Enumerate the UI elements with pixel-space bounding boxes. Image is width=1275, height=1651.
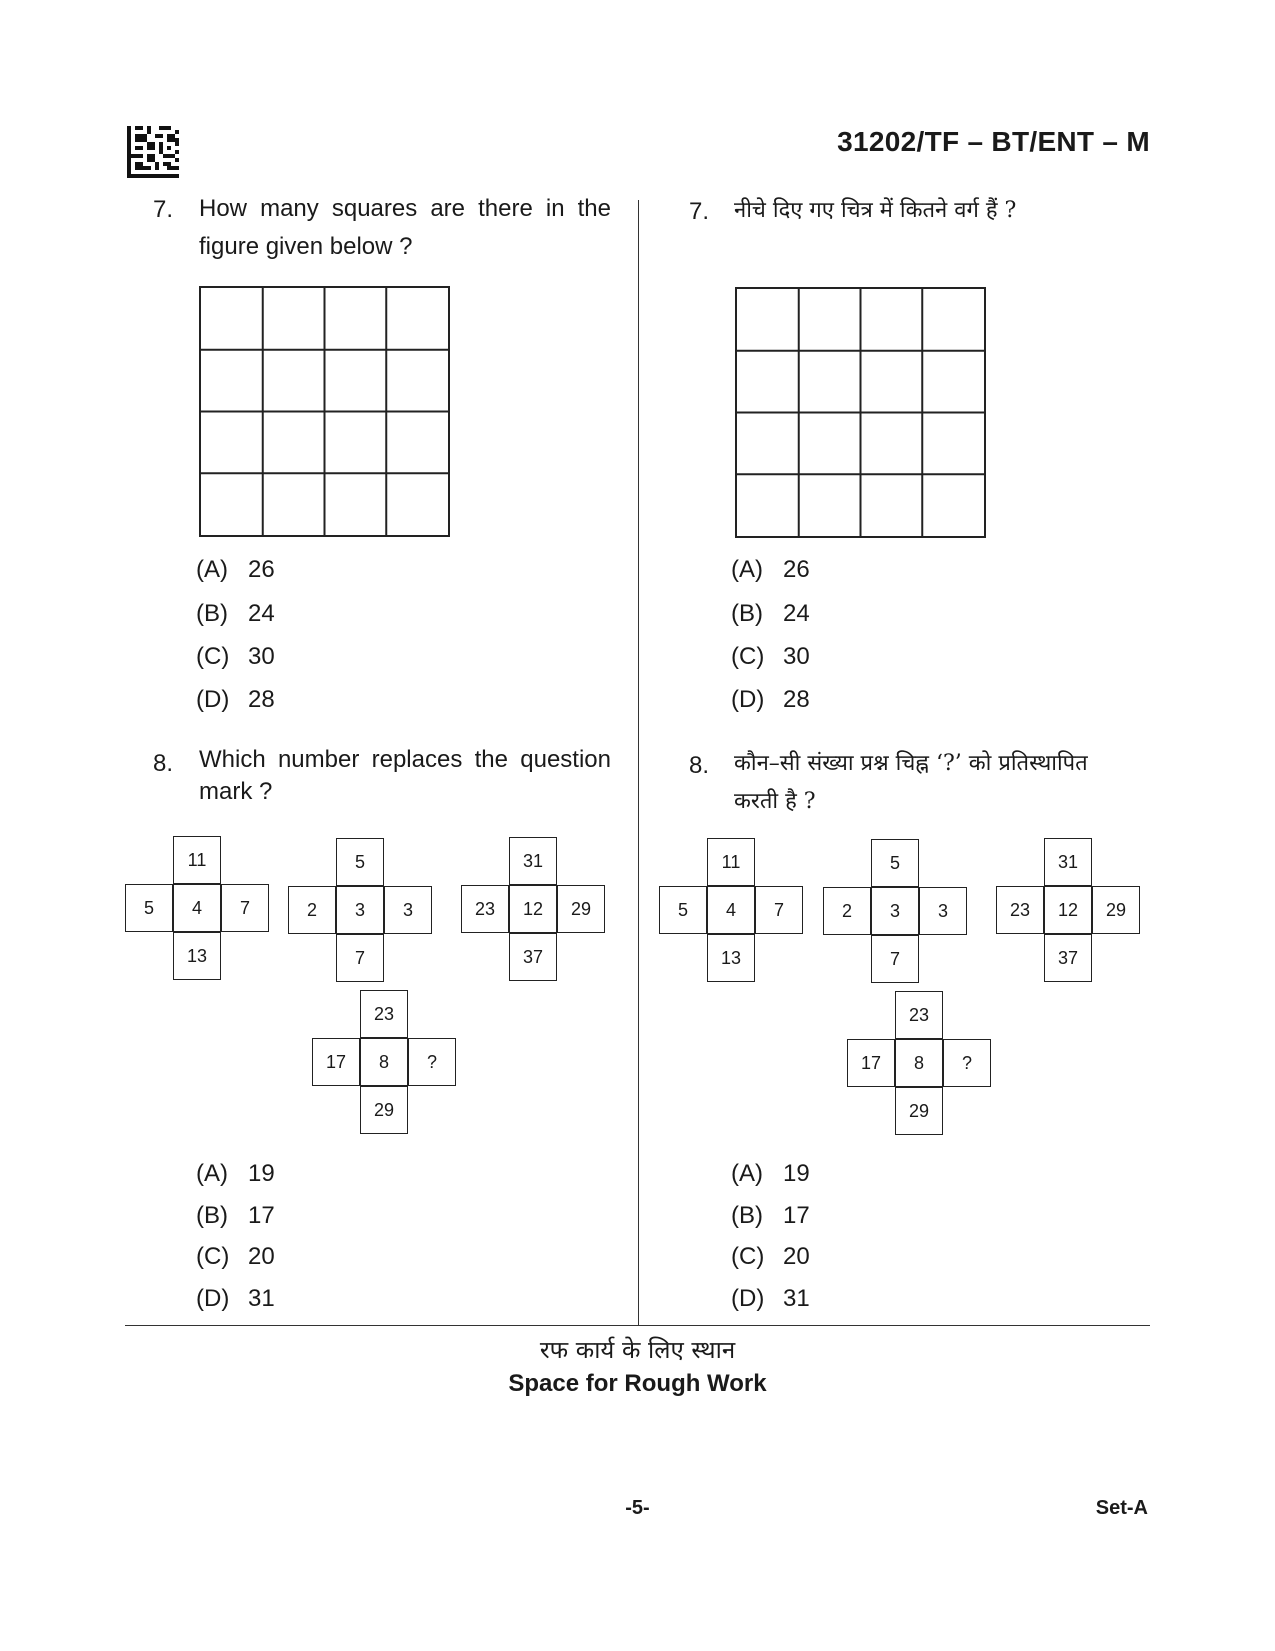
cross-cell-bottom: 37: [1044, 934, 1092, 982]
cross-cell-top: 31: [509, 837, 557, 885]
q8-question-hi: कौन–सी संख्या प्रश्न चिह्न ‘?’ को प्रतिस्थापित करती है ?: [734, 751, 1088, 814]
number-cross-1-en: [125, 836, 269, 980]
grid-lines: [737, 289, 984, 536]
q7-square-grid-hi: [735, 287, 986, 538]
q8-number-hi: 8.: [689, 752, 710, 779]
cross-cell-bottom: 13: [707, 934, 755, 982]
cross-cell-top: 23: [895, 991, 943, 1039]
q7-option-c-en[interactable]: [196, 643, 275, 671]
q7-option-d-en[interactable]: [196, 686, 275, 714]
cross-cell-bottom: 7: [871, 935, 919, 983]
option-label: (A): [731, 1160, 763, 1187]
option-label: (C): [731, 643, 765, 670]
option-label: (B): [196, 600, 228, 627]
cross-cell-right: 7: [755, 886, 803, 934]
q7-question-en: How many squares are there in the figure given below ?: [199, 195, 611, 260]
option-label: (B): [731, 600, 763, 627]
cross-cell-center: 4: [173, 884, 221, 932]
grid-lines: [201, 288, 448, 535]
cross-cell-right: ?: [943, 1039, 991, 1087]
cross-cell-top: 5: [336, 838, 384, 886]
option-value: 19: [248, 1160, 275, 1187]
number-cross-2-hi: [823, 839, 967, 983]
paper-code: 31202/TF – BT/ENT – M: [837, 126, 1150, 157]
cross-cell-right: 3: [919, 887, 967, 935]
q8-option-a-hi[interactable]: [731, 1160, 810, 1188]
q7-option-a-hi[interactable]: [731, 556, 810, 584]
option-value: 30: [783, 643, 810, 670]
cross-cell-bottom: 13: [173, 932, 221, 980]
option-value: 24: [248, 600, 275, 627]
cross-cell-left: 23: [461, 885, 509, 933]
q7-square-grid-en: [199, 286, 450, 537]
q7-option-b-en[interactable]: [196, 600, 275, 628]
rough-work-label-hi: रफ कार्य के लिए स्थान: [539, 1336, 736, 1364]
cross-cell-top: 11: [707, 838, 755, 886]
option-label: (A): [196, 1160, 228, 1187]
cross-cell-bottom: 37: [509, 933, 557, 981]
cross-cell-bottom: 29: [895, 1087, 943, 1135]
option-value: 30: [248, 643, 275, 670]
cross-cell-center: 4: [707, 886, 755, 934]
option-label: (A): [731, 556, 763, 583]
cross-cell-right: 29: [1092, 886, 1140, 934]
q7-option-d-hi[interactable]: [731, 686, 810, 714]
qr-code-icon: [127, 126, 179, 178]
option-label: (C): [731, 1243, 765, 1270]
q7-option-a-en[interactable]: [196, 556, 275, 584]
q7-option-c-hi[interactable]: [731, 643, 810, 671]
option-label: (A): [196, 556, 228, 583]
option-value: 26: [783, 556, 810, 583]
option-value: 17: [783, 1202, 810, 1229]
option-value: 20: [248, 1243, 275, 1270]
q8-option-a-en[interactable]: [196, 1160, 275, 1188]
cross-cell-left: 2: [288, 886, 336, 934]
cross-cell-center: 3: [336, 886, 384, 934]
cross-cell-left: 23: [996, 886, 1044, 934]
q7-question-hi: नीचे दिए गए चित्र में कितने वर्ग हैं ?: [734, 198, 1017, 223]
cross-cell-right: 3: [384, 886, 432, 934]
cross-cell-center: 8: [360, 1038, 408, 1086]
option-label: (B): [731, 1202, 763, 1229]
q8-option-c-en[interactable]: [196, 1243, 275, 1271]
number-cross-2-en: [288, 838, 432, 982]
q8-option-b-hi[interactable]: [731, 1202, 810, 1230]
q8-option-d-hi[interactable]: [731, 1285, 810, 1313]
number-cross-4-en: [312, 990, 456, 1134]
q8-number-en: 8.: [153, 750, 174, 777]
column-divider: [638, 200, 639, 1326]
option-value: 28: [783, 686, 810, 713]
cross-cell-center: 12: [509, 885, 557, 933]
option-label: (D): [731, 1285, 765, 1312]
rough-work-divider: [125, 1325, 1150, 1326]
q7-number-en: 7.: [153, 196, 174, 223]
q8-option-c-hi[interactable]: [731, 1243, 810, 1271]
cross-cell-center: 3: [871, 887, 919, 935]
option-value: 26: [248, 556, 275, 583]
number-cross-4-hi: [847, 991, 991, 1135]
q7-option-b-hi[interactable]: [731, 600, 810, 628]
q8-question-en: Which number replaces the question mark ?: [199, 746, 611, 805]
page-number: -5-: [625, 1497, 650, 1519]
option-value: 19: [783, 1160, 810, 1187]
cross-cell-left: 5: [125, 884, 173, 932]
cross-cell-left: 5: [659, 886, 707, 934]
option-label: (D): [196, 1285, 230, 1312]
cross-cell-left: 17: [847, 1039, 895, 1087]
option-label: (C): [196, 643, 230, 670]
option-value: 31: [783, 1285, 810, 1312]
number-cross-3-hi: [996, 838, 1140, 982]
cross-cell-right: 7: [221, 884, 269, 932]
cross-cell-bottom: 29: [360, 1086, 408, 1134]
number-cross-3-en: [461, 837, 605, 981]
option-label: (D): [196, 686, 230, 713]
option-label: (C): [196, 1243, 230, 1270]
cross-cell-right: ?: [408, 1038, 456, 1086]
option-label: (D): [731, 686, 765, 713]
q8-option-b-en[interactable]: [196, 1202, 275, 1230]
cross-cell-top: 31: [1044, 838, 1092, 886]
option-value: 31: [248, 1285, 275, 1312]
option-value: 17: [248, 1202, 275, 1229]
cross-cell-top: 11: [173, 836, 221, 884]
cross-cell-center: 12: [1044, 886, 1092, 934]
option-label: (B): [196, 1202, 228, 1229]
option-value: 28: [248, 686, 275, 713]
option-value: 24: [783, 600, 810, 627]
number-cross-1-hi: [659, 838, 803, 982]
rough-work-label-en: Space for Rough Work: [508, 1370, 767, 1397]
cross-cell-left: 2: [823, 887, 871, 935]
cross-cell-top: 5: [871, 839, 919, 887]
set-label: Set-A: [1095, 1497, 1148, 1519]
cross-cell-center: 8: [895, 1039, 943, 1087]
cross-cell-left: 17: [312, 1038, 360, 1086]
q8-option-d-en[interactable]: [196, 1285, 275, 1313]
cross-cell-bottom: 7: [336, 934, 384, 982]
q7-number-hi: 7.: [689, 198, 710, 225]
cross-cell-right: 29: [557, 885, 605, 933]
cross-cell-top: 23: [360, 990, 408, 1038]
option-value: 20: [783, 1243, 810, 1270]
